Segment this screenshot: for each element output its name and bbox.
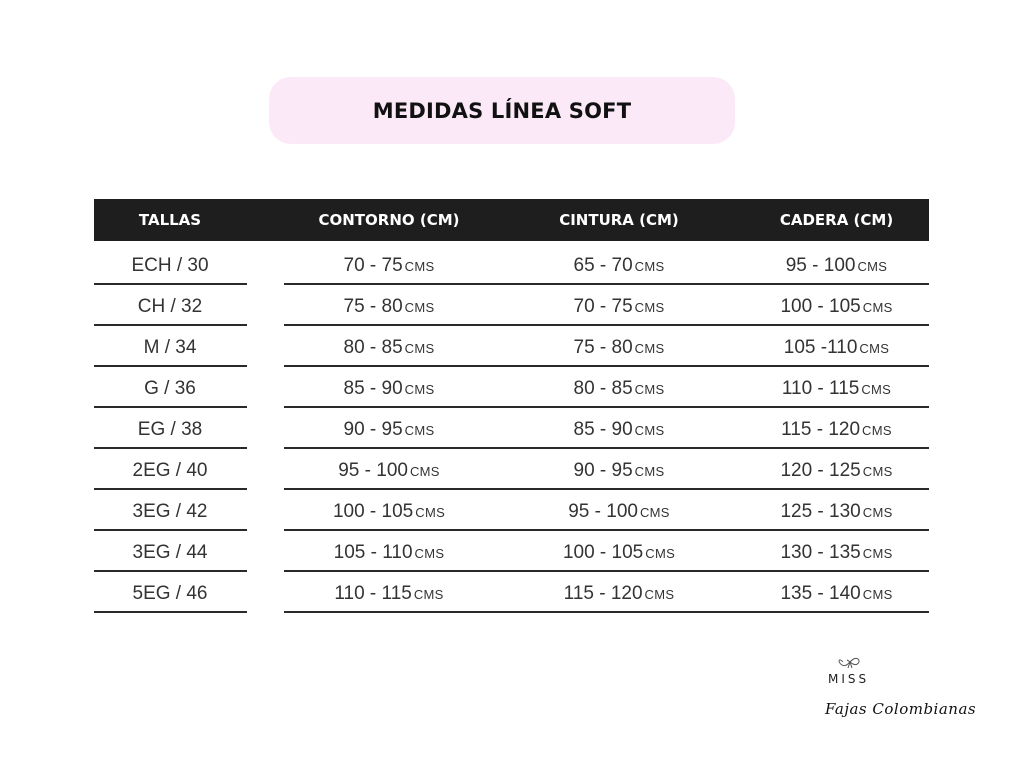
table-row xyxy=(94,366,929,407)
cell-value: 125 - 130 xyxy=(780,501,861,522)
cell-value: 3EG / 42 xyxy=(132,501,208,522)
table-row xyxy=(94,325,929,366)
cell-cintura xyxy=(514,284,724,325)
header-tallas: TALLAS xyxy=(138,211,202,229)
cell-value: G / 36 xyxy=(144,378,196,399)
cell-talla xyxy=(94,530,246,571)
cell-value: 2EG / 40 xyxy=(132,460,208,481)
cell-value: 3EG / 44 xyxy=(132,542,208,563)
cell-value: 100 - 105 xyxy=(332,501,414,522)
cell-value: 70 - 75 xyxy=(343,255,403,276)
cell-talla xyxy=(94,243,246,284)
table-row xyxy=(94,571,929,612)
cell-value: 90 - 95 xyxy=(343,419,403,440)
cell-cintura xyxy=(514,407,724,448)
unit-label: CMS xyxy=(415,505,446,520)
cell-value: 95 - 100 xyxy=(785,255,856,276)
cell-value: 110 - 115 xyxy=(781,378,860,399)
unit-label: CMS xyxy=(859,341,890,356)
cell-cintura xyxy=(514,489,724,530)
unit-label: CMS xyxy=(404,300,435,315)
cell-value: 115 - 120 xyxy=(781,419,861,440)
cell-talla xyxy=(94,489,246,530)
unit-label: CMS xyxy=(634,382,665,397)
cell-talla xyxy=(94,325,246,366)
cell-cintura xyxy=(514,571,724,612)
table-row xyxy=(94,284,929,325)
cell-value: 70 - 75 xyxy=(573,296,633,317)
row-divider xyxy=(94,611,247,613)
cell-value: 80 - 85 xyxy=(573,378,633,399)
cell-cadera xyxy=(744,571,929,612)
unit-label: CMS xyxy=(404,382,435,397)
row-divider xyxy=(284,611,929,613)
unit-label: CMS xyxy=(404,423,435,438)
logo-miss-text: MISS xyxy=(828,672,870,686)
cell-cadera xyxy=(744,489,929,530)
cell-value: 120 - 125 xyxy=(780,460,861,481)
cell-value: 75 - 80 xyxy=(343,296,403,317)
cell-value: 130 - 135 xyxy=(780,542,861,563)
header-cadera: CADERA (CM) xyxy=(779,211,894,229)
unit-label: CMS xyxy=(634,464,665,479)
cell-value: 90 - 95 xyxy=(573,460,633,481)
cell-value: 105 -110 xyxy=(783,337,858,358)
unit-label: CMS xyxy=(404,259,435,274)
unit-label: CMS xyxy=(634,259,665,274)
unit-label: CMS xyxy=(857,259,888,274)
cell-cintura xyxy=(514,243,724,284)
cell-cadera xyxy=(744,325,929,366)
heart-bow-icon xyxy=(837,654,863,670)
cell-contorno xyxy=(284,325,494,366)
table-row xyxy=(94,448,929,489)
cell-cadera xyxy=(744,284,929,325)
cell-value: EG / 38 xyxy=(137,419,203,440)
brand-logo xyxy=(820,652,990,747)
table-row xyxy=(94,243,929,284)
cell-value: 65 - 70 xyxy=(573,255,633,276)
cell-contorno xyxy=(284,489,494,530)
unit-label: CMS xyxy=(634,341,665,356)
unit-label: CMS xyxy=(414,546,445,561)
cell-contorno xyxy=(284,530,494,571)
table-header xyxy=(94,199,929,241)
cell-cadera xyxy=(744,243,929,284)
cell-value: 100 - 105 xyxy=(780,296,861,317)
cell-value: ECH / 30 xyxy=(131,255,209,276)
unit-label: CMS xyxy=(404,341,435,356)
unit-label: CMS xyxy=(862,423,892,438)
cell-talla xyxy=(94,366,246,407)
cell-contorno xyxy=(284,407,494,448)
cell-talla xyxy=(94,571,246,612)
cell-value: 105 - 110 xyxy=(333,542,413,563)
table-row xyxy=(94,489,929,530)
cell-value: 75 - 80 xyxy=(573,337,633,358)
unit-label: CMS xyxy=(413,587,444,602)
cell-contorno xyxy=(284,284,494,325)
cell-value: M / 34 xyxy=(143,337,197,358)
cell-value: 85 - 90 xyxy=(343,378,403,399)
cell-talla xyxy=(94,407,246,448)
cell-value: 100 - 105 xyxy=(562,542,644,563)
unit-label: CMS xyxy=(862,464,893,479)
page-title: MEDIDAS LÍNEA SOFT xyxy=(372,98,632,123)
table-row xyxy=(94,407,929,448)
cell-value: CH / 32 xyxy=(137,296,203,317)
cell-contorno xyxy=(284,571,494,612)
title-banner xyxy=(269,77,735,144)
cell-cintura xyxy=(514,530,724,571)
header-contorno: CONTORNO (CM) xyxy=(318,211,460,229)
unit-label: CMS xyxy=(862,300,893,315)
cell-cadera xyxy=(744,407,929,448)
cell-cintura xyxy=(514,325,724,366)
cell-talla xyxy=(94,448,246,489)
cell-cadera xyxy=(744,366,929,407)
cell-contorno xyxy=(284,243,494,284)
unit-label: CMS xyxy=(862,587,893,602)
unit-label: CMS xyxy=(861,382,892,397)
unit-label: CMS xyxy=(862,505,893,520)
cell-talla xyxy=(94,284,246,325)
cell-cadera xyxy=(744,530,929,571)
unit-label: CMS xyxy=(644,587,675,602)
cell-value: 135 - 140 xyxy=(780,583,861,604)
cell-cadera xyxy=(744,448,929,489)
cell-contorno xyxy=(284,366,494,407)
unit-label: CMS xyxy=(862,546,893,561)
cell-value: 115 - 120 xyxy=(563,583,643,604)
unit-label: CMS xyxy=(409,464,440,479)
unit-label: CMS xyxy=(634,300,665,315)
cell-contorno xyxy=(284,448,494,489)
logo-script-text: Fajas Colombianas xyxy=(825,700,977,718)
header-cintura: CINTURA (CM) xyxy=(559,211,679,229)
cell-value: 80 - 85 xyxy=(343,337,403,358)
table-row xyxy=(94,530,929,571)
unit-label: CMS xyxy=(645,546,676,561)
cell-value: 85 - 90 xyxy=(573,419,633,440)
cell-cintura xyxy=(514,366,724,407)
cell-value: 110 - 115 xyxy=(334,583,412,604)
cell-value: 95 - 100 xyxy=(338,460,408,481)
cell-value: 95 - 100 xyxy=(568,501,638,522)
unit-label: CMS xyxy=(639,505,670,520)
unit-label: CMS xyxy=(634,423,665,438)
cell-cintura xyxy=(514,448,724,489)
cell-value: 5EG / 46 xyxy=(132,583,208,604)
